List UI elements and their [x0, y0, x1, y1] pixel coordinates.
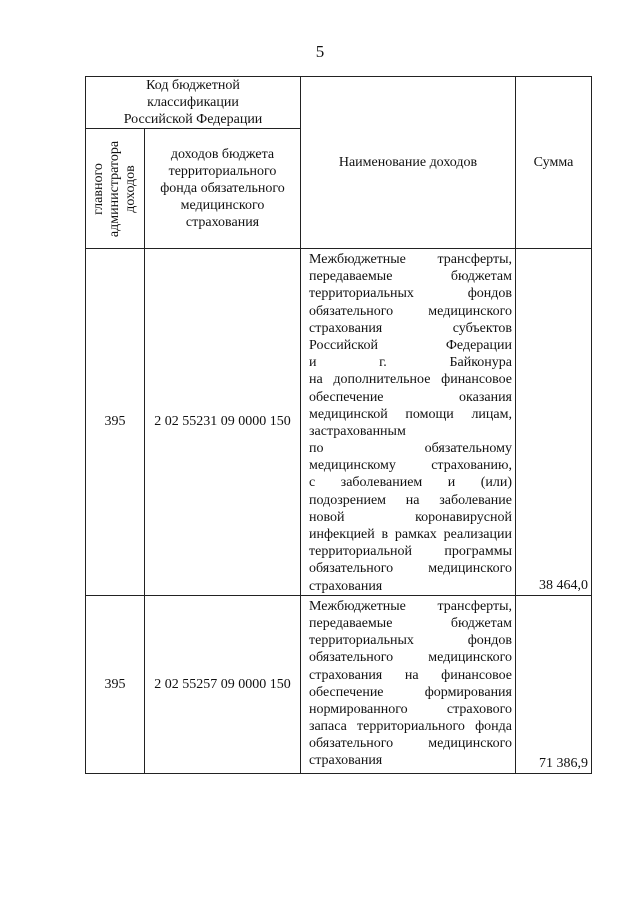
name-line: Российской Федерации — [309, 337, 512, 353]
name-line: обязательного медицинского — [309, 561, 512, 577]
name-line: подозрением на заболевание — [309, 492, 512, 508]
header-income-name: Наименование доходов — [301, 77, 516, 249]
budget-table — [85, 76, 592, 774]
page-number: 5 — [315, 42, 325, 61]
name-line: страхования субъектов — [309, 320, 512, 336]
header-code-line: страхования — [185, 215, 260, 230]
header-admin-line: главного — [91, 162, 106, 215]
budget-code-cell: 2 02 55231 09 0000 150 — [145, 249, 301, 596]
header-fund-income-code — [145, 129, 301, 249]
name-line: застрахованным — [309, 423, 406, 439]
sum-cell: 71 386,9 — [516, 595, 592, 773]
name-line: обязательного медицинского — [309, 650, 512, 666]
income-name-cell — [301, 249, 516, 596]
name-line: Межбюджетные трансферты, — [309, 252, 512, 267]
header-code-line: фонда обязательного — [160, 181, 285, 196]
name-line: страхования на финансовое — [309, 667, 512, 683]
name-line: запаса территориального фонда — [309, 719, 512, 735]
name-line: медицинской помощи лицам, — [309, 406, 512, 422]
name-line: территориальных фондов — [309, 286, 512, 302]
name-line: с заболеванием и (или) — [309, 475, 512, 491]
header-group-line: Российской Федерации — [123, 112, 263, 127]
name-line: обязательного медицинского — [309, 736, 512, 752]
name-line: обеспечение формирования — [309, 684, 512, 700]
name-line: страхования — [309, 578, 383, 594]
name-line: Межбюджетные трансферты, — [309, 598, 512, 614]
header-budget-classification — [86, 77, 301, 129]
name-line: медицинскому страхованию, — [309, 458, 512, 474]
header-group-line: Код бюджетной — [146, 78, 240, 93]
admin-code-cell: 395 — [86, 595, 145, 773]
name-line: обеспечение оказания — [309, 389, 512, 405]
name-line: на дополнительное финансовое — [309, 372, 512, 388]
header-admin-line: администратора — [107, 140, 122, 237]
income-name-cell — [301, 595, 516, 773]
header-admin-line: доходов — [123, 164, 138, 213]
header-group-line: классификации — [147, 95, 239, 110]
name-line: обязательного медицинского — [309, 303, 512, 319]
header-code-line: территориального — [168, 164, 277, 179]
header-code-line: медицинского — [180, 198, 265, 213]
name-line: передаваемые бюджетам — [309, 615, 512, 631]
header-sum: Сумма — [516, 77, 592, 249]
budget-code-cell: 2 02 55257 09 0000 150 — [145, 595, 301, 773]
name-line: страхования — [309, 753, 383, 769]
name-line: инфекцией в рамках реализации — [309, 527, 512, 542]
name-line: передаваемые бюджетам — [309, 269, 512, 285]
admin-code-cell: 395 — [86, 249, 145, 596]
sum-cell: 38 464,0 — [516, 249, 592, 596]
name-line: территориальных фондов — [309, 633, 512, 649]
name-line: новой коронавирусной — [309, 509, 512, 525]
header-row-1 — [86, 77, 592, 129]
table-row — [86, 595, 592, 773]
name-line: территориальной программы — [309, 544, 512, 560]
table-row — [86, 249, 592, 596]
header-code-line: доходов бюджета — [170, 147, 275, 162]
name-line: и г. Байконура — [309, 355, 512, 371]
name-line: по обязательному — [309, 441, 512, 457]
name-line: нормированного страхового — [309, 701, 512, 717]
header-chief-administrator — [86, 129, 145, 249]
